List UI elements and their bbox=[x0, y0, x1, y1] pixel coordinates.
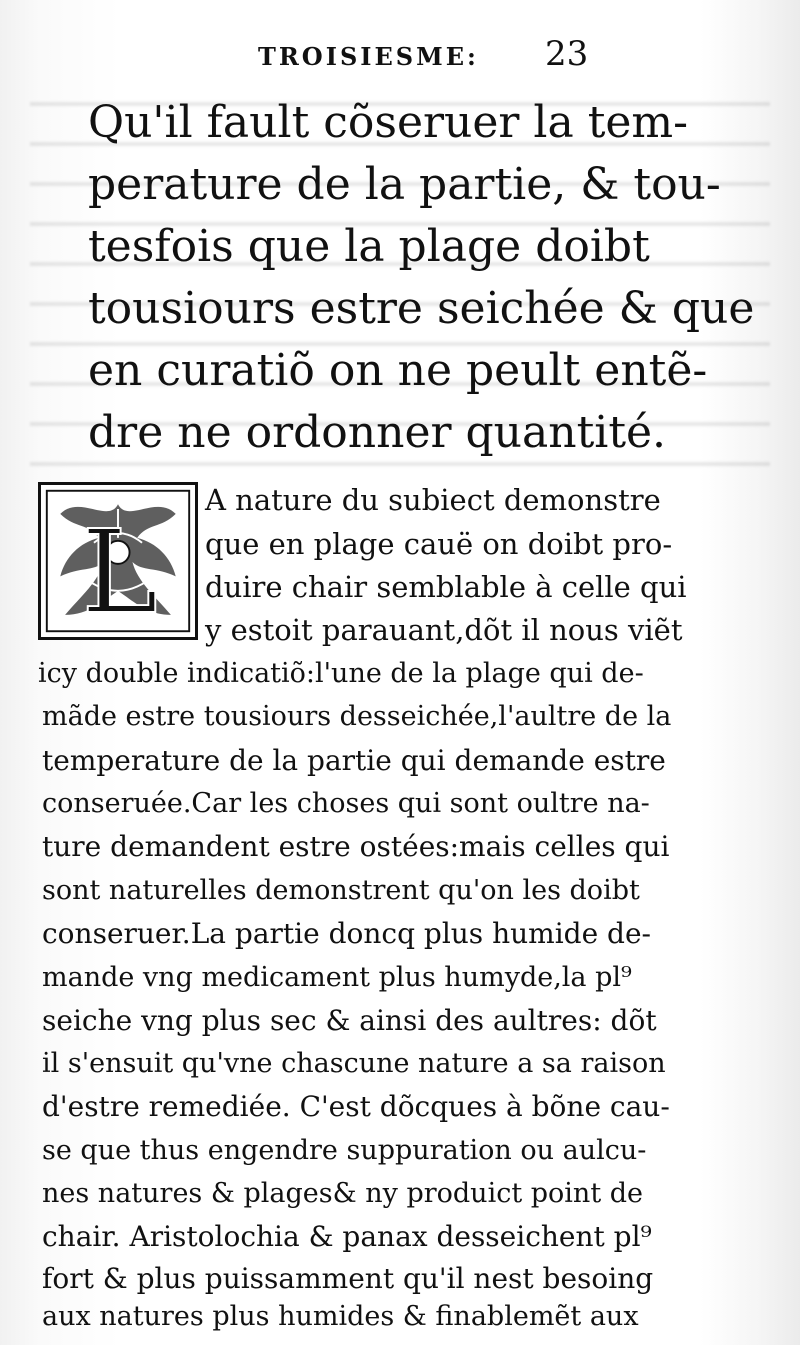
running-head-title: TROISIESME: bbox=[258, 42, 479, 71]
body-line: il s'ensuit qu'vne chascune nature a sa raison bbox=[42, 1048, 666, 1079]
page-number: 23 bbox=[545, 34, 589, 74]
heading-line: Qu'il fault cõseruer la tem- bbox=[88, 97, 689, 148]
body-line: chair. Aristolochia & panax desseichent pl⁹ bbox=[42, 1220, 652, 1253]
body-line: mãde estre tousiours desseichée,l'aultre de la bbox=[42, 701, 672, 732]
body-line: aux natures plus humides & finablemẽt aux bbox=[42, 1301, 639, 1332]
heading-line: dre ne ordonner quantité. bbox=[88, 407, 667, 458]
body-line: nes natures & plages& ny produict point de bbox=[42, 1178, 644, 1209]
initial-letter-glyph: L bbox=[81, 505, 159, 637]
body-line: temperature de la partie qui demande estre bbox=[42, 744, 666, 777]
body-line: fort & plus puissamment qu'il nest besoing bbox=[42, 1262, 654, 1295]
body-line: que en plage cauë on doibt pro- bbox=[205, 527, 673, 561]
body-line: icy double indicatiõ:l'une de la plage qui de- bbox=[38, 658, 644, 689]
body-line: duire chair semblable à celle qui bbox=[205, 570, 687, 604]
heading-line: tousiours estre seichée & que bbox=[88, 283, 755, 334]
body-line: seiche vng plus sec & ainsi des aultres: dõt bbox=[42, 1004, 657, 1037]
heading-line: tesfois que la plage doibt bbox=[88, 221, 650, 272]
foliage-ornament-icon bbox=[41, 485, 195, 637]
body-line: d'estre remediée. C'est dõcques à bõne cau- bbox=[42, 1090, 670, 1123]
body-line: ture demandent estre ostées:mais celles qui bbox=[42, 830, 670, 863]
body-line: sont naturelles demonstrent qu'on les doibt bbox=[42, 875, 640, 906]
running-head bbox=[0, 28, 800, 78]
body-line: mande vng medicament plus humyde,la pl⁹ bbox=[42, 962, 632, 993]
body-line: y estoit parauant,dõt il nous viẽt bbox=[205, 613, 683, 647]
decorated-initial-letter bbox=[38, 482, 198, 640]
body-line: conseruer.La partie doncq plus humide de- bbox=[42, 917, 651, 950]
heading-line: en curatiõ on ne peult entẽ- bbox=[88, 345, 708, 396]
body-line: A nature du subiect demonstre bbox=[205, 483, 661, 517]
chapter-heading bbox=[88, 92, 755, 464]
body-line: se que thus engendre suppuration ou aulcu- bbox=[42, 1135, 647, 1166]
body-line: conseruée.Car les choses qui sont oultre na- bbox=[42, 788, 650, 819]
heading-line: perature de la partie, & tou- bbox=[88, 159, 721, 210]
